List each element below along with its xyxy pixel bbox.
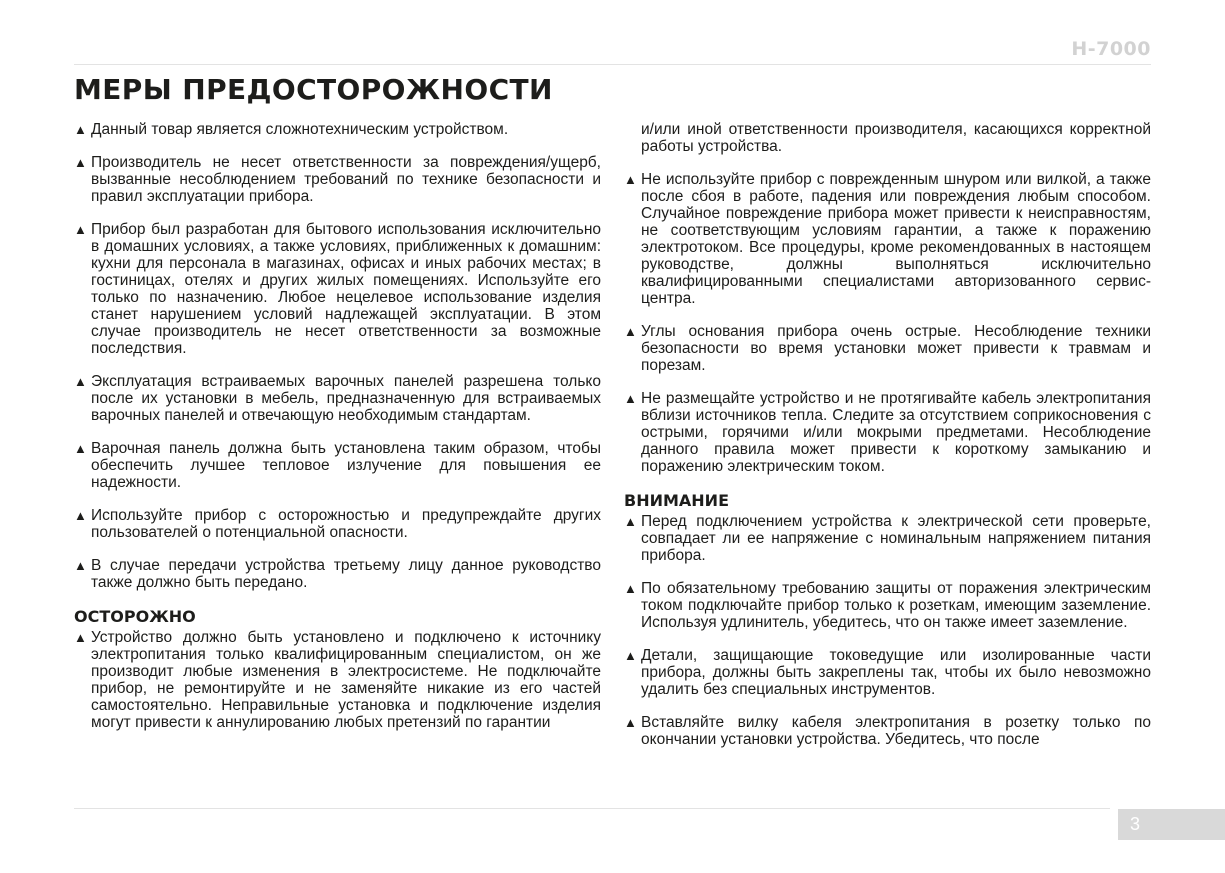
attention-heading: ВНИМАНИЕ	[624, 491, 729, 510]
list-item-text: Устройство должно быть установлено и подключено к источнику электропитания только квалифицированным специалистом, он же производит любые изменения в электросистеме. Не подключайте прибор, не ремонтируйте и не заменяйте никакие из его частей самостоятельно. Неправильные установка и подключение изделия могут привести к аннулированию любых претензий по гарантии	[91, 629, 601, 731]
list-item	[624, 580, 1151, 631]
triangle-bullet-icon: ▲	[74, 558, 87, 573]
list-item-text: Производитель не несет ответственности за повреждения/ущерб, вызванные несоблюдением требований по технике безопасности и правил эксплуатации прибора.	[91, 154, 601, 205]
list-item-text: Углы основания прибора очень острые. Несоблюдение техники безопасности во время установки может привести к травмам и порезам.	[641, 323, 1151, 374]
list-item-text: Не размещайте устройство и не протягивайте кабель электропитания вблизи источников тепла. Следите за отсутствием соприкосновения с острыми, горячими и/или мокрыми предметами. Несоблюдение данного правила может привести к короткому замыканию и поражению электрическим током.	[641, 390, 1151, 475]
list-item	[624, 513, 1151, 564]
list-item	[624, 323, 1151, 374]
list-item-text: Вставляйте вилку кабеля электропитания в розетку только по окончании установки устройства. Убедитесь, что после	[641, 714, 1151, 748]
triangle-bullet-icon: ▲	[624, 172, 637, 187]
model-label: H-7000	[1071, 38, 1151, 60]
list-item-text: Прибор был разработан для бытового использования исключительно в домашних условиях, а также условиях, приближенных к домашним: кухни для персонала в магазинах, офисах и иных рабочих местах; в гостиницах, отелях и других жилых помещениях. Используйте его только по назначению. Любое нецелевое использование изделия станет нарушением условий надлежащей эксплуатации. В этом случае производитель не несет ответственности за возможные последствия.	[91, 221, 601, 357]
list-item	[624, 171, 1151, 307]
page-number: 3	[1118, 809, 1225, 840]
list-item-text: Используйте прибор с осторожностью и предупреждайте других пользователей о потенциальной опасности.	[91, 507, 601, 541]
triangle-bullet-icon: ▲	[74, 122, 87, 137]
continued-text: и/или иной ответственности производителя, касающихся корректной работы устройства.	[641, 121, 1151, 155]
triangle-bullet-icon: ▲	[74, 374, 87, 389]
right-column	[624, 121, 1151, 764]
list-item	[74, 629, 601, 731]
triangle-bullet-icon: ▲	[74, 441, 87, 456]
list-item	[74, 507, 601, 541]
list-item	[74, 121, 601, 138]
triangle-bullet-icon: ▲	[624, 514, 637, 529]
list-item-text: Данный товар является сложнотехническим устройством.	[91, 121, 509, 138]
triangle-bullet-icon: ▲	[74, 508, 87, 523]
list-item	[624, 390, 1151, 475]
list-item	[624, 647, 1151, 698]
page-title: МЕРЫ ПРЕДОСТОРОЖНОСТИ	[74, 73, 553, 106]
caution-heading: ОСТОРОЖНО	[74, 607, 196, 626]
list-item-text: Варочная панель должна быть установлена таким образом, чтобы обеспечить лучшее тепловое излучение для повышения ее надежности.	[91, 440, 601, 491]
left-column	[74, 121, 601, 747]
list-item	[624, 714, 1151, 748]
list-item	[74, 557, 601, 591]
triangle-bullet-icon: ▲	[624, 391, 637, 406]
list-item	[74, 440, 601, 491]
triangle-bullet-icon: ▲	[624, 581, 637, 596]
list-item-text: Перед подключением устройства к электрической сети проверьте, совпадает ли ее напряжение с номинальным напряжением питания прибора.	[641, 513, 1151, 564]
list-item-text: Эксплуатация встраиваемых варочных панелей разрешена только после их установки в мебель, предназначенную для встраиваемых варочных панелей и отвечающую необходимым стандартам.	[91, 373, 601, 424]
triangle-bullet-icon: ▲	[624, 648, 637, 663]
triangle-bullet-icon: ▲	[74, 155, 87, 170]
list-item-text: Не используйте прибор с поврежденным шнуром или вилкой, а также после сбоя в работе, падения или повреждения любым способом. Случайное повреждение прибора может привести к неисправностям, не соответствующим условиям гарантии, а также к поражению электротоком. Все процедуры, кроме рекомендованных в настоящем руководстве, должны выполняться исключительно квалифицированными специалистами авторизованного сервис-центра.	[641, 171, 1151, 307]
list-item	[74, 373, 601, 424]
triangle-bullet-icon: ▲	[624, 715, 637, 730]
list-item	[74, 221, 601, 357]
triangle-bullet-icon: ▲	[624, 324, 637, 339]
triangle-bullet-icon: ▲	[74, 222, 87, 237]
list-item	[74, 154, 601, 205]
list-item-text: В случае передачи устройства третьему лицу данное руководство также должно быть передано.	[91, 557, 601, 591]
list-item-text: По обязательному требованию защиты от поражения электрическим током подключайте прибор только к розеткам, имеющим заземление. Используя удлинитель, убедитесь, что он также имеет заземление.	[641, 580, 1151, 631]
header-divider	[74, 64, 1151, 65]
footer-divider	[74, 808, 1110, 809]
triangle-bullet-icon: ▲	[74, 630, 87, 645]
list-item-text: Детали, защищающие токоведущие или изолированные части прибора, должны быть закреплены так, чтобы их было невозможно удалить без специальных инструментов.	[641, 647, 1151, 698]
